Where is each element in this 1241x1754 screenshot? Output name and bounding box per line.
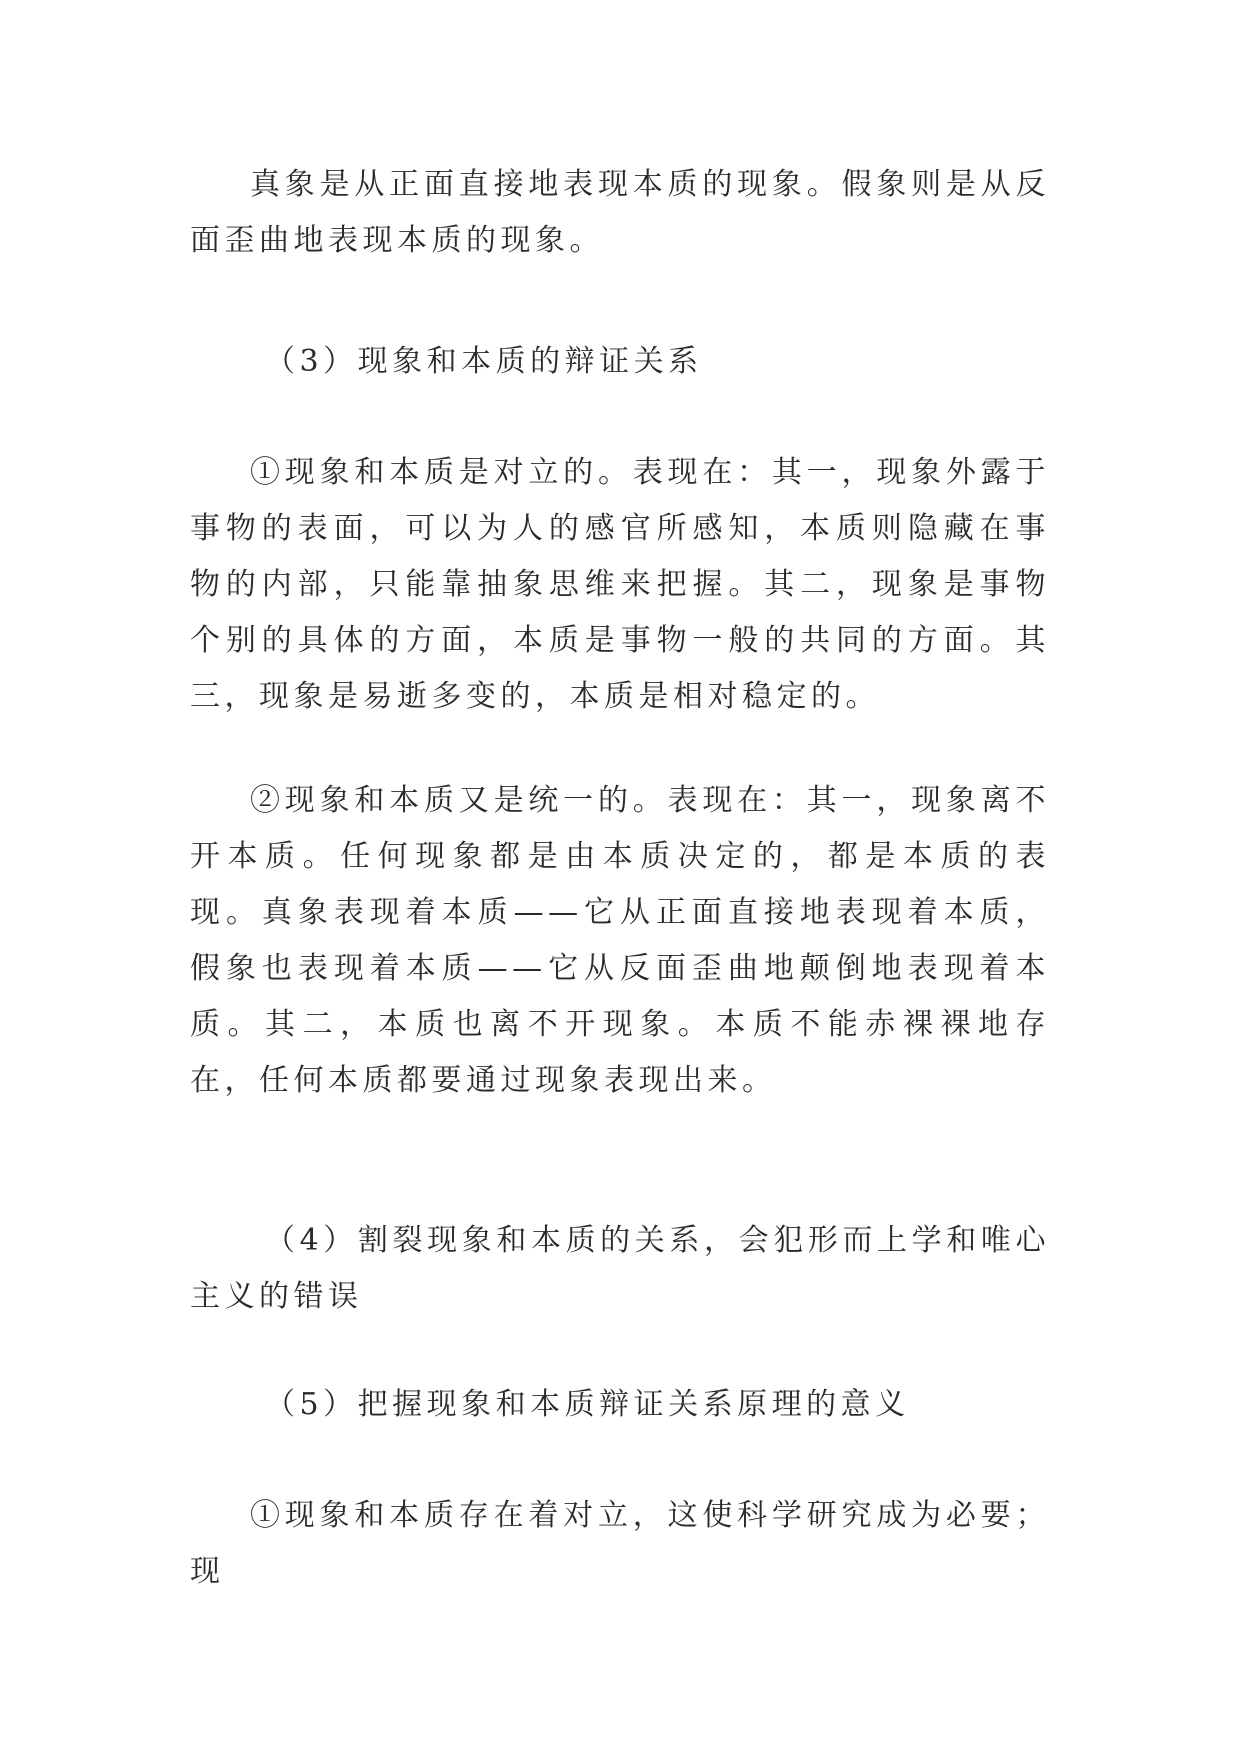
paragraph-opposition: ①现象和本质是对立的。表现在：其一，现象外露于事物的表面，可以为人的感官所感知，本质则隐藏在事物的内部，只能靠抽象思维来把握。其二，现象是事物个别的具体的方面，本质是事物一般的共同的方面。其三，现象是易逝多变的，本质是相对稳定的。 — [190, 455, 1050, 714]
paragraph-true-and-false-appearance: 真象是从正面直接地表现本质的现象。假象则是从反面歪曲地表现本质的现象。 — [190, 167, 1050, 258]
paragraph-significance: ①现象和本质存在着对立，这使科学研究成为必要；现 — [190, 1498, 1050, 1589]
section-heading-4: （4）割裂现象和本质的关系，会犯形而上学和唯心主义的错误 — [190, 1223, 1050, 1314]
section-heading-3: （3）现象和本质的辩证关系 — [265, 344, 703, 379]
paragraph-unity: ②现象和本质又是统一的。表现在：其一，现象离不开本质。任何现象都是由本质决定的，都是本质的表现。真象表现着本质——它从正面直接地表现着本质，假象也表现着本质——它从反面歪曲地颠倒地表现着本质。其二，本质也离不开现象。本质不能赤裸裸地存在，任何本质都要通过现象表现出来。 — [190, 783, 1050, 1098]
section-heading-5: （5）把握现象和本质辩证关系原理的意义 — [265, 1387, 910, 1422]
